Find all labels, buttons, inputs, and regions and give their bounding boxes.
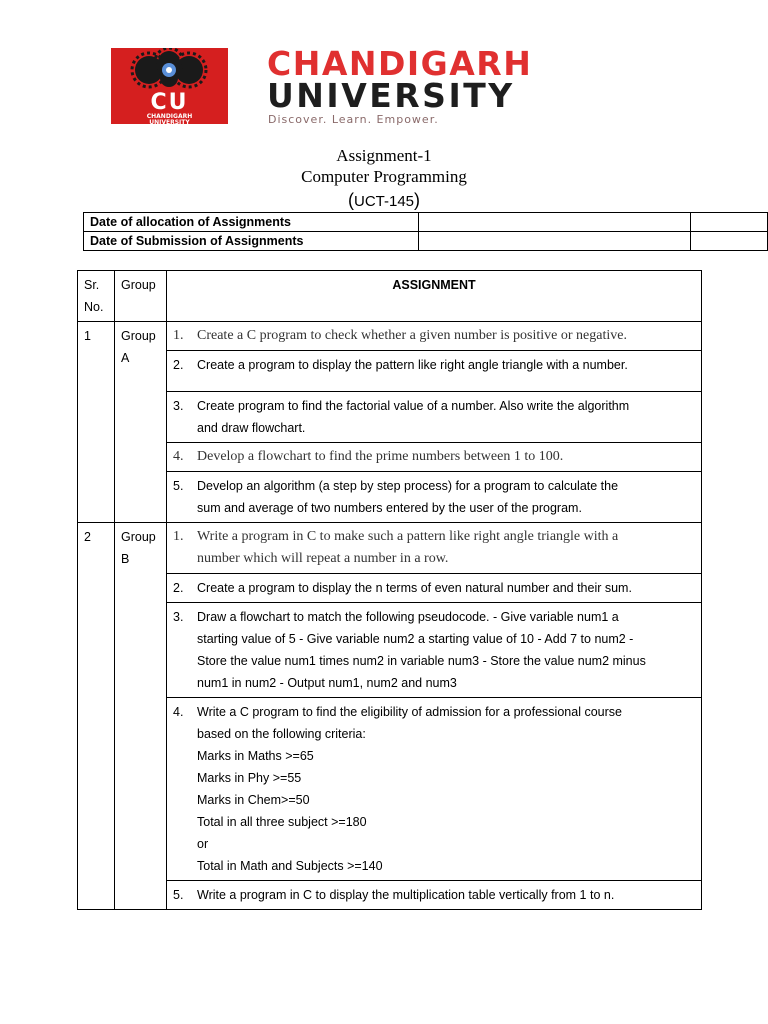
table-row — [78, 472, 702, 523]
table-row — [78, 603, 702, 698]
task-text: starting value of 5 - Give variable num2 a starting value of 10 - Add 7 to num2 - — [197, 632, 634, 646]
task-number: 1. — [173, 529, 184, 544]
sr-header-line1: Sr. — [84, 278, 100, 292]
task-item — [173, 526, 695, 570]
dates-table — [83, 212, 768, 251]
task-cell — [167, 392, 702, 443]
logo-abbreviation: CU — [150, 90, 189, 115]
logo-caption — [111, 114, 228, 126]
task-text: sum and average of two numbers entered by the user of the program. — [197, 501, 582, 515]
brand-name-line2: UNIVERSITY — [267, 76, 515, 115]
task-text: Write a program in C to make such a pattern like right angle triangle with a — [197, 529, 619, 544]
sr-header-line2: No. — [84, 300, 104, 314]
brand-tagline: Discover. Learn. Empower. — [268, 113, 439, 126]
group-header: Group — [115, 271, 167, 322]
task-cell — [167, 603, 702, 698]
table-row — [78, 698, 702, 881]
criteria-item: or — [197, 837, 209, 851]
task-item — [173, 354, 695, 376]
sr-number: 1 — [78, 322, 115, 523]
logo-caption-line2: UNIVERSITY — [149, 119, 190, 126]
task-number: 5. — [173, 479, 184, 493]
task-text: Draw a flowchart to match the following pseudocode. - Give variable num1 a — [197, 610, 619, 624]
assignment-title: Assignment-1 — [336, 146, 432, 165]
task-cell — [167, 574, 702, 603]
task-text: Develop an algorithm (a step by step process) for a program to calculate the — [197, 479, 619, 493]
task-text: Store the value num1 times num2 in variable num3 - Store the value num2 minus — [197, 654, 646, 668]
table-row — [84, 232, 768, 251]
task-text: Create a program to display the pattern like right angle triangle with a number. — [197, 358, 628, 372]
submission-date-label: Date of Submission of Assignments — [84, 232, 419, 251]
group-letter: A — [121, 351, 130, 365]
criteria-item: Marks in Maths >=65 — [197, 749, 314, 763]
task-cell — [167, 322, 702, 351]
assignment-header: ASSIGNMENT — [167, 271, 702, 322]
task-cell — [167, 443, 702, 472]
criteria-item: Total in all three subject >=180 — [197, 815, 367, 829]
subject-title: Computer Programming — [301, 167, 467, 186]
task-text: Write a program in C to display the multiplication table vertically from 1 to n. — [197, 888, 615, 902]
group-label: Group — [121, 329, 156, 343]
sr-no-header — [78, 271, 115, 322]
task-cell — [167, 472, 702, 523]
task-number: 4. — [173, 449, 184, 464]
assignment-table — [77, 270, 702, 910]
task-text: based on the following criteria: — [197, 727, 366, 741]
task-text: num1 in num2 - Output num1, num2 and num3 — [197, 676, 457, 690]
task-item — [173, 446, 695, 468]
course-code-text: UCT-145 — [353, 193, 415, 210]
task-item — [173, 606, 695, 694]
task-cell — [167, 351, 702, 392]
task-item — [173, 701, 695, 877]
task-number: 1. — [173, 328, 184, 343]
table-row — [78, 351, 702, 392]
allocation-date-value — [418, 213, 690, 232]
task-cell — [167, 881, 702, 910]
group-label: Group — [121, 530, 156, 544]
group-name — [115, 523, 167, 910]
submission-date-extra — [690, 232, 767, 251]
task-text: Create a C program to check whether a given number is positive or negative. — [197, 328, 627, 343]
task-text: Create a program to display the n terms of even natural number and their sum. — [197, 581, 632, 595]
group-name — [115, 322, 167, 523]
task-cell — [167, 523, 702, 574]
task-text: Develop a flowchart to find the prime numbers between 1 to 100. — [197, 449, 564, 464]
brand-name-line1: CHANDIGARH — [267, 44, 533, 83]
task-text: and draw flowchart. — [197, 421, 306, 435]
task-item — [173, 325, 695, 347]
task-item — [173, 475, 695, 519]
table-row — [78, 881, 702, 910]
table-row — [78, 523, 702, 574]
table-row — [78, 322, 702, 351]
table-header-row — [78, 271, 702, 322]
criteria-item: Marks in Chem>=50 — [197, 793, 310, 807]
task-number: 4. — [173, 705, 184, 719]
task-text: Write a C program to find the eligibility of admission for a professional course — [197, 705, 622, 719]
logo-caption-line1: CHANDIGARH — [146, 113, 193, 120]
task-text: Create program to find the factorial value of a number. Also write the algorithm — [197, 399, 630, 413]
criteria-item: Marks in Phy >=55 — [197, 771, 302, 785]
criteria-item: Total in Math and Subjects >=140 — [197, 859, 383, 873]
university-logo — [111, 48, 228, 124]
task-item — [173, 577, 695, 599]
task-item — [173, 884, 695, 906]
task-item — [173, 395, 695, 439]
course-code: (UCT-145) — [347, 190, 421, 210]
task-number: 2. — [173, 581, 184, 595]
task-number: 3. — [173, 399, 184, 413]
allocation-date-label: Date of allocation of Assignments — [84, 213, 419, 232]
submission-date-value — [418, 232, 690, 251]
task-text: number which will repeat a number in a row. — [197, 551, 449, 566]
table-row — [84, 213, 768, 232]
task-number: 5. — [173, 888, 184, 902]
task-cell — [167, 698, 702, 881]
allocation-date-extra — [690, 213, 767, 232]
table-row — [78, 443, 702, 472]
task-number: 3. — [173, 610, 184, 624]
table-row — [78, 574, 702, 603]
sr-number: 2 — [78, 523, 115, 910]
task-number: 2. — [173, 358, 184, 372]
group-letter: B — [121, 552, 130, 566]
table-row — [78, 392, 702, 443]
